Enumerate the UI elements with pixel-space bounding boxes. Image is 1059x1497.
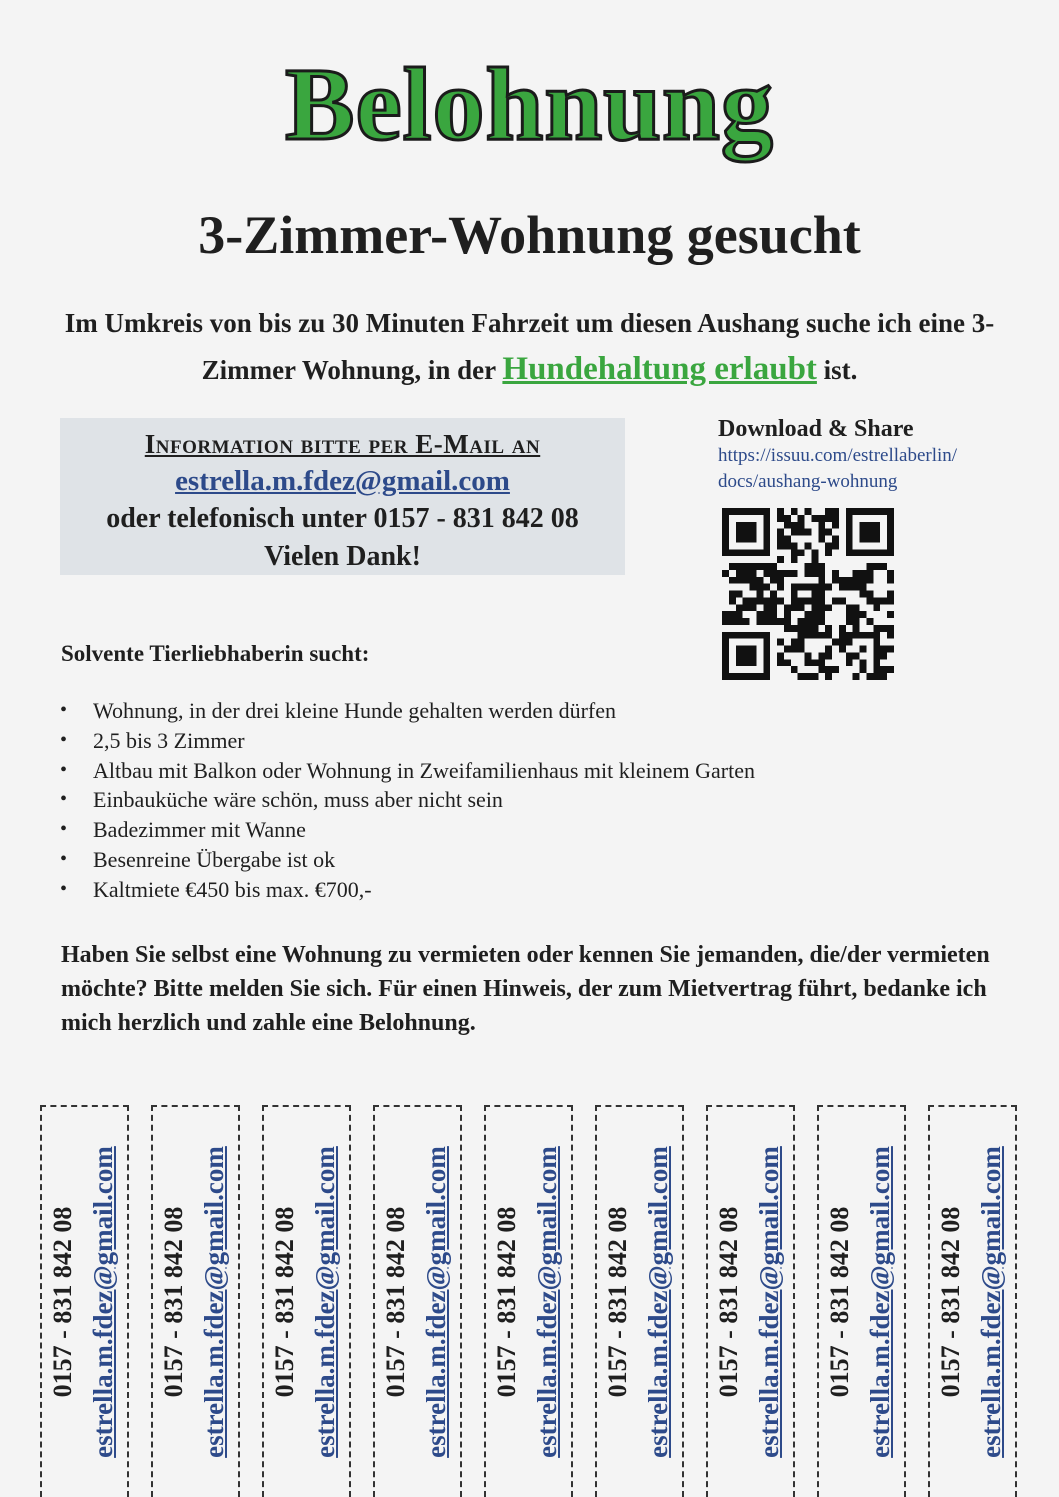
share-url-link[interactable] [718, 443, 1018, 495]
section-title: Solvente Tierliebhaberin sucht: [61, 641, 370, 666]
list-item: • Einbauküche wäre schön, muss aber nicht sein [60, 785, 755, 815]
tear-off-tab[interactable] [151, 1105, 240, 1497]
tab-email: estrella.m.fdez@gmail.com [864, 1146, 895, 1458]
info-phone: oder telefonisch unter 0157 - 831 842 08 [106, 503, 579, 534]
tear-off-tab[interactable] [817, 1105, 906, 1497]
intro-part2: ist. [816, 355, 858, 385]
tab-phone: 0157 - 831 842 08 [491, 1206, 521, 1398]
intro-highlight: Hundehaltung erlaubt [502, 351, 817, 387]
tear-off-tab[interactable] [484, 1105, 573, 1497]
info-heading: Information bitte per E-Mail an [144, 429, 541, 459]
list-item: • 2,5 bis 3 Zimmer [60, 726, 755, 756]
headline: Belohnung [285, 47, 774, 162]
tab-phone: 0157 - 831 842 08 [158, 1206, 188, 1398]
tab-phone: 0157 - 831 842 08 [269, 1206, 299, 1398]
intro-text [40, 300, 1019, 393]
tab-email: estrella.m.fdez@gmail.com [87, 1146, 118, 1458]
tear-off-tab[interactable] [40, 1105, 129, 1497]
tab-email: estrella.m.fdez@gmail.com [531, 1146, 562, 1458]
list-item: • Wohnung, in der drei kleine Hunde gehalten werden dürfen [60, 696, 755, 726]
qr-code-icon[interactable] [722, 508, 894, 680]
intro-part1: Im Umkreis von bis zu 30 Minuten Fahrzeit um diesen Aushang suche ich eine 3-Zimmer Wohnung, in der [64, 308, 995, 385]
closing-paragraph: Haben Sie selbst eine Wohnung zu vermieten oder kennen Sie jemanden, die/der vermieten möchte? Bitte melden Sie sich. Für einen Hinweis, der zum Mietvertrag führt, bedanke ich mich herzlich und zahle eine Belohnung. [61, 942, 990, 1036]
tab-email: estrella.m.fdez@gmail.com [975, 1146, 1006, 1458]
tab-phone: 0157 - 831 842 08 [47, 1206, 77, 1398]
tab-phone: 0157 - 831 842 08 [935, 1206, 965, 1398]
share-url-line1: https://issuu.com/estrellaberlin/ [718, 445, 958, 466]
tab-email: estrella.m.fdez@gmail.com [198, 1146, 229, 1458]
tear-off-tab[interactable] [928, 1105, 1017, 1497]
tear-off-tab[interactable] [595, 1105, 684, 1497]
list-item: • Besenreine Übergabe ist ok [60, 845, 755, 875]
tear-off-tab[interactable] [262, 1105, 351, 1497]
tab-phone: 0157 - 831 842 08 [713, 1206, 743, 1398]
tab-email: estrella.m.fdez@gmail.com [753, 1146, 784, 1458]
subtitle: 3-Zimmer-Wohnung gesucht [198, 205, 861, 265]
tab-phone: 0157 - 831 842 08 [824, 1206, 854, 1398]
share-url-line2: docs/aushang-wohnung [718, 471, 898, 492]
tab-phone: 0157 - 831 842 08 [380, 1206, 410, 1398]
tear-off-tab[interactable] [373, 1105, 462, 1497]
tab-email: estrella.m.fdez@gmail.com [642, 1146, 673, 1458]
requirements-list [60, 696, 755, 905]
share-title: Download & Share [718, 416, 914, 442]
contact-info-box [60, 418, 625, 575]
list-item: • Badezimmer mit Wanne [60, 815, 755, 845]
list-item: • Kaltmiete €450 bis max. €700,- [60, 875, 755, 905]
info-email-link[interactable]: estrella.m.fdez@gmail.com [175, 465, 510, 497]
tab-email: estrella.m.fdez@gmail.com [420, 1146, 451, 1458]
tab-email: estrella.m.fdez@gmail.com [309, 1146, 340, 1458]
info-thanks: Vielen Dank! [264, 541, 421, 572]
tear-off-tab[interactable] [706, 1105, 795, 1497]
tab-phone: 0157 - 831 842 08 [602, 1206, 632, 1398]
list-item: • Altbau mit Balkon oder Wohnung in Zweifamilienhaus mit kleinem Garten [60, 756, 755, 786]
